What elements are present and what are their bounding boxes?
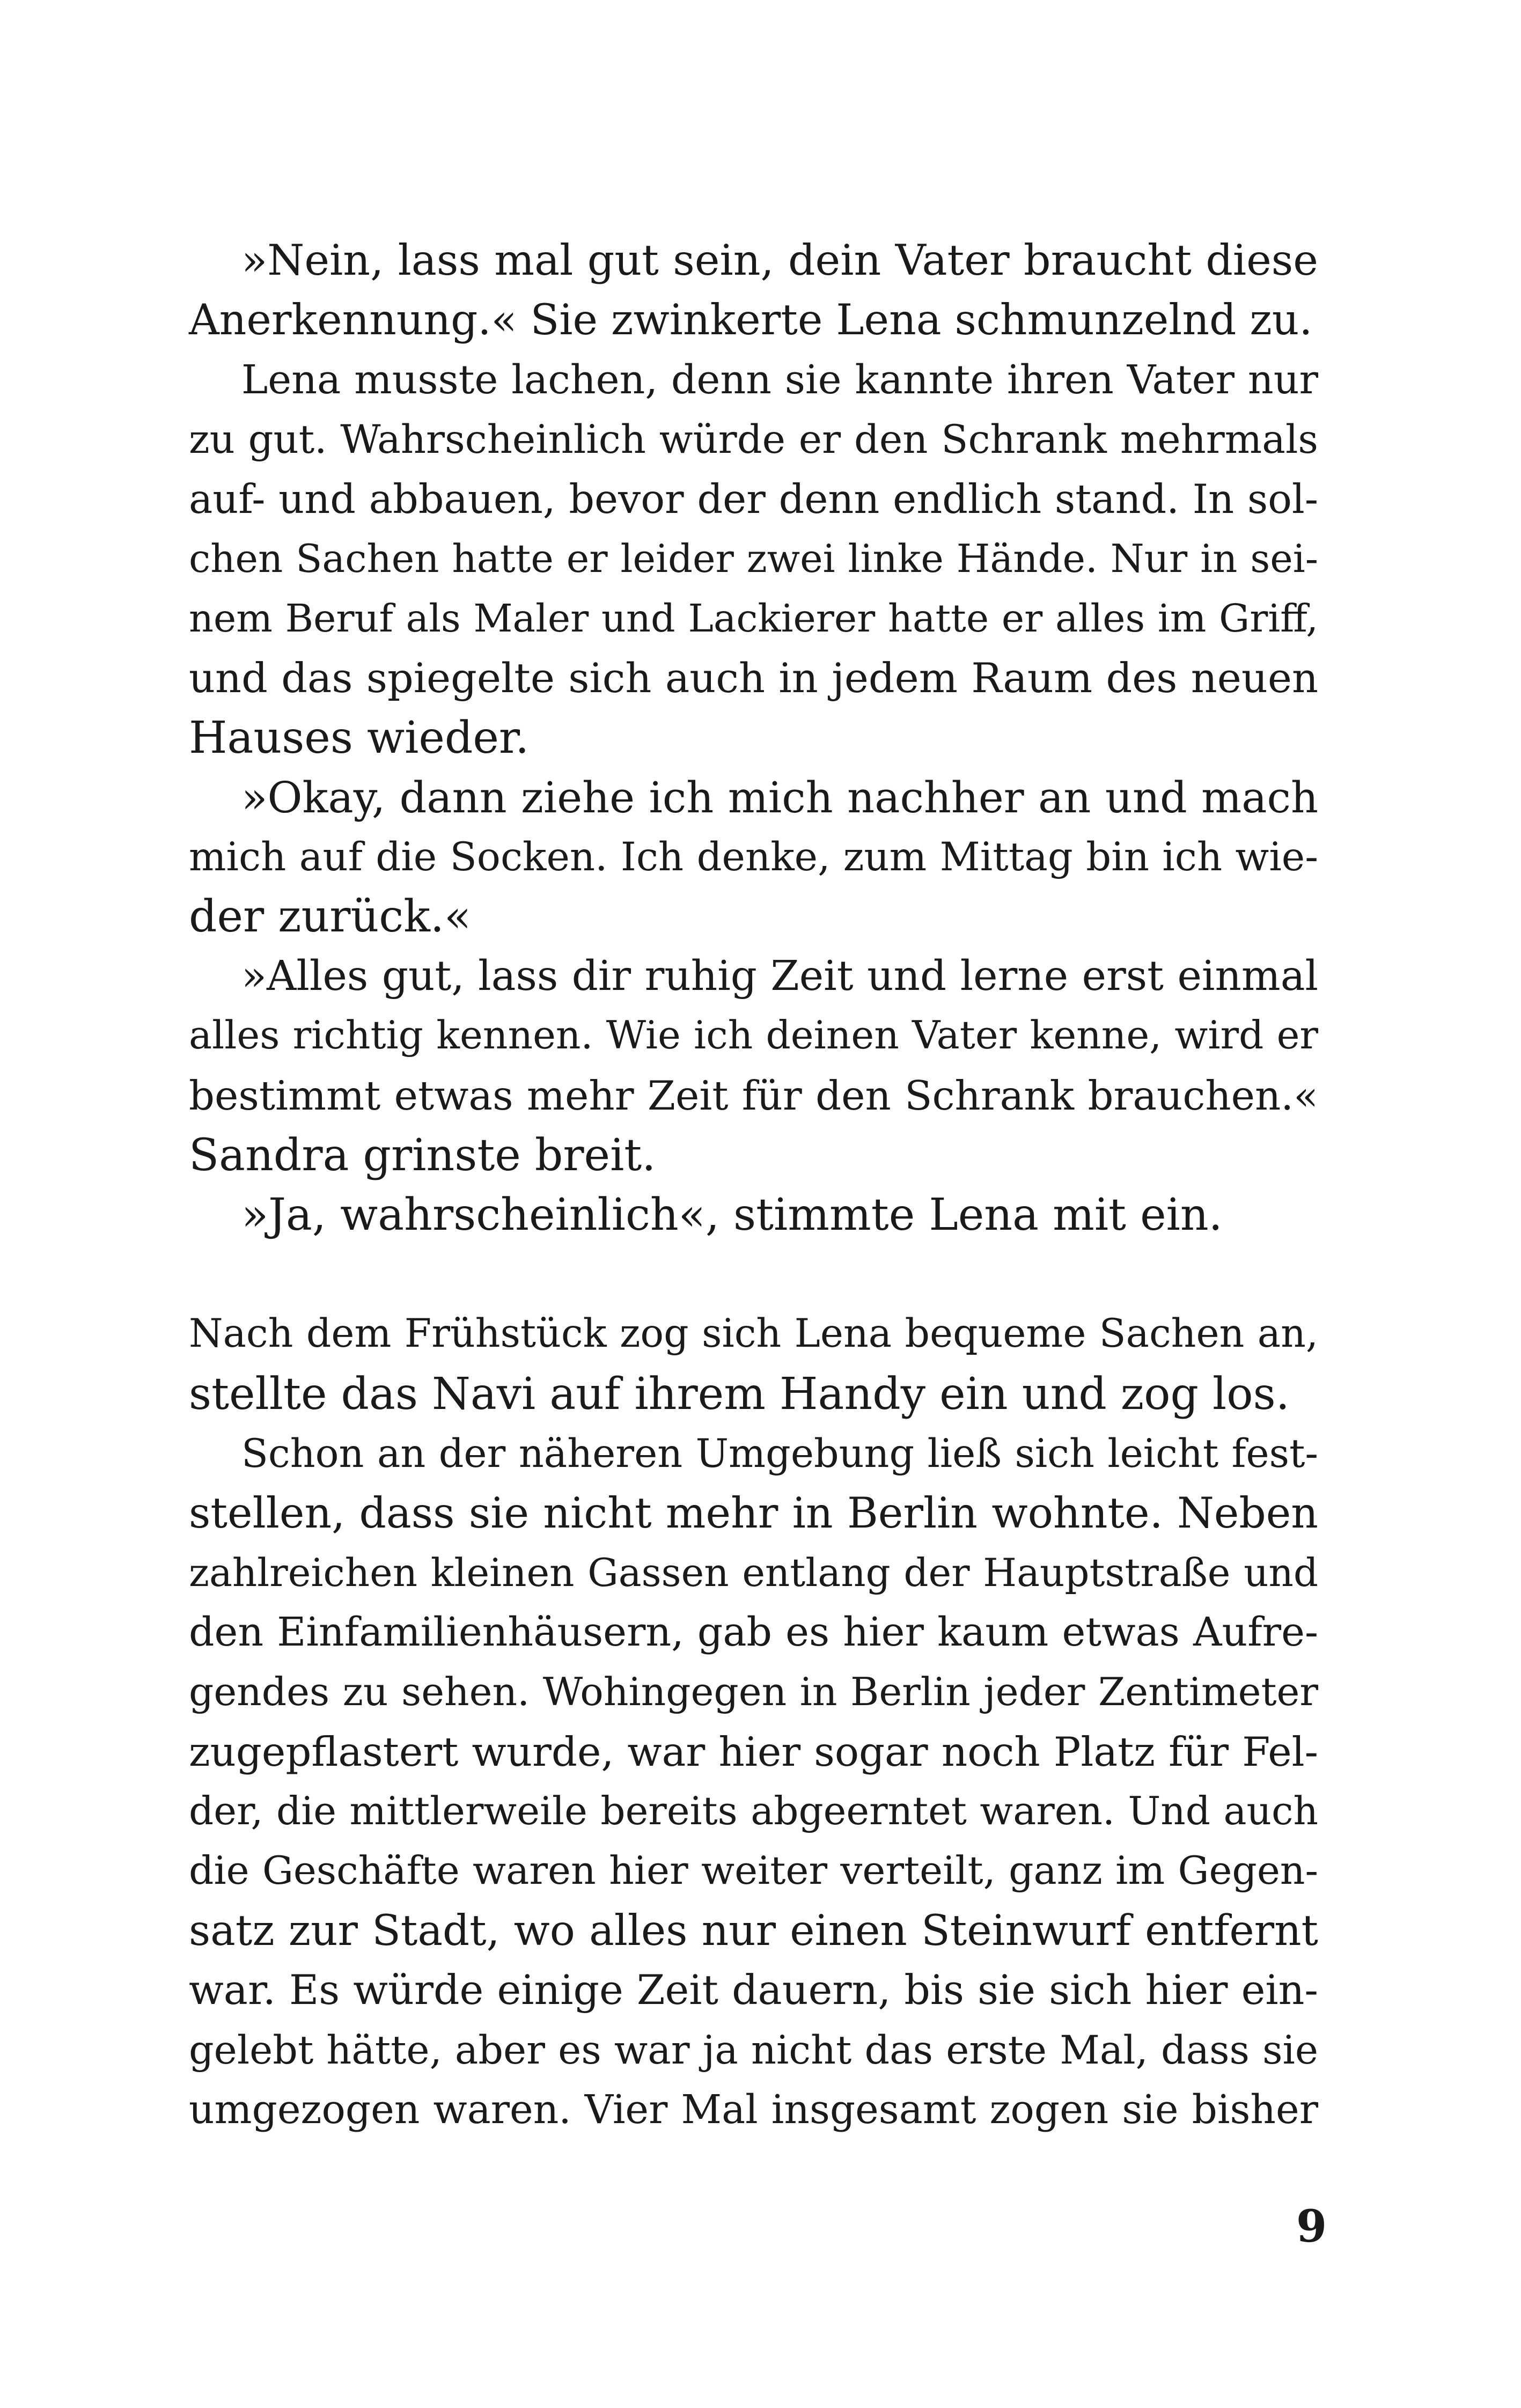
body-text [189, 231, 1318, 2140]
text-line: Lena musste lachen, denn sie kannte ihren Vater nur [241, 356, 1318, 403]
text-line: zugepflastert wurde, war hier sogar noch Platz für Fel- [189, 1728, 1318, 1775]
text-line: umgezogen waren. Vier Mal insgesamt zogen sie bisher [189, 2086, 1318, 2133]
text-line: »Nein, lass mal gut sein, dein Vater braucht diese [241, 236, 1318, 285]
text-line: zu gut. Wahrscheinlich würde er den Schrank mehrmals [189, 416, 1318, 462]
text-line: Nach dem Frühstück zog sich Lena bequeme Sachen an, [189, 1311, 1318, 1357]
text-line: die Geschäfte waren hier weiter verteilt, ganz im Gegen- [189, 1848, 1318, 1894]
text-line: »Ja, wahrscheinlich«, stimmte Lena mit ein. [241, 1190, 1223, 1240]
text-line: »Okay, dann ziehe ich mich nachher an und mach [241, 772, 1318, 823]
section-break [189, 1245, 1318, 1304]
text-line: Anerkennung.« Sie zwinkerte Lena schmunzelnd zu. [189, 295, 1313, 345]
text-line: »Alles gut, lass dir ruhig Zeit und lerne erst einmal [241, 952, 1318, 1001]
text-line: den Einfamilienhäusern, gab es hier kaum etwas Aufre- [189, 1609, 1318, 1656]
text-line: zahlreichen kleinen Gassen entlang der Hauptstraße und [189, 1550, 1318, 1596]
text-line: gelebt hätte, aber es war ja nicht das erste Mal, dass sie [189, 2027, 1318, 2073]
text-line: nem Beruf als Maler und Lackierer hatte er alles im Griff, [189, 596, 1318, 641]
text-line: auf- und abbauen, bevor der denn endlich stand. In sol- [189, 475, 1318, 523]
text-line: bestimmt etwas mehr Zeit für den Schrank brauchen.« [189, 1071, 1318, 1119]
text-line: Sandra grinste breit. [189, 1129, 656, 1181]
text-line: Schon an der näheren Umgebung ließ sich leicht fest- [241, 1430, 1318, 1477]
text-line: stellen, dass sie nicht mehr in Berlin wohnte. Neben [189, 1488, 1318, 1538]
text-line: und das spiegelte sich auch in jedem Raum des neuen [189, 654, 1318, 702]
text-line: alles richtig kennen. Wie ich deinen Vater kenne, wird er [189, 1013, 1318, 1059]
text-line: der, die mittlerweile bereits abgeerntet waren. Und auch [189, 1788, 1318, 1834]
text-line: mich auf die Socken. Ich denke, zum Mittag bin ich wie- [189, 834, 1318, 880]
text-line: Hauses wieder. [189, 712, 530, 763]
text-line: chen Sachen hatte er leider zwei linke Hände. Nur in sei- [189, 535, 1318, 581]
text-line: stellte das Navi auf ihrem Handy ein und zog los. [189, 1368, 1290, 1420]
page-number: 9 [1296, 2201, 1327, 2252]
text-line: gendes zu sehen. Wohingegen in Berlin jeder Zentimeter [189, 1669, 1318, 1715]
text-line: der zurück.« [189, 891, 472, 943]
text-line: satz zur Stadt, wo alles nur einen Steinwurf entfernt [189, 1906, 1318, 1956]
text-line: war. Es würde einige Zeit dauern, bis sie sich hier ein- [189, 1966, 1318, 2014]
